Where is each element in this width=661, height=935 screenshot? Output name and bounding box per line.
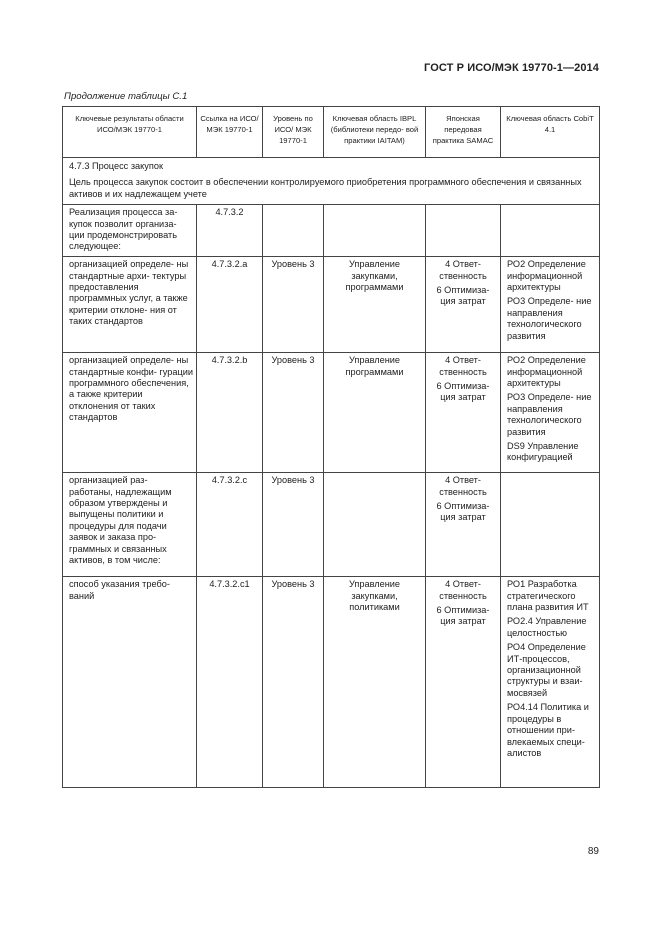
cobit-cell: [501, 577, 600, 788]
table-row: [63, 473, 600, 577]
result-cell: способ указания требо- ваний: [63, 577, 197, 788]
section-title: 4.7.3 Процесс закупок: [69, 161, 163, 171]
cobit-cell: [501, 473, 600, 577]
table-continuation-caption: Продолжение таблицы С.1: [64, 91, 188, 102]
samac-cell: [426, 205, 501, 257]
reference-cell: 4.7.3.2.b: [197, 353, 263, 473]
samac-item: 4 Ответ- ственность: [439, 259, 487, 281]
table-header-row: [63, 107, 600, 158]
cobit-item: РО4.14 Политика и процедуры в отношении при- влекаемых специ- алистов: [507, 702, 589, 758]
level-cell: Уровень 3: [263, 577, 324, 788]
samac-cell: [426, 473, 501, 577]
reference-cell: 4.7.3.2.c: [197, 473, 263, 577]
table-row: [63, 577, 600, 788]
page-number: 89: [587, 846, 599, 857]
samac-cell: [426, 353, 501, 473]
ibpl-cell: Управление закупками, программами: [324, 257, 426, 353]
col-header-level: Уровень по ИСО/ МЭК 19770-1: [263, 107, 324, 158]
samac-item: 6 Оптимиза- ция затрат: [436, 605, 490, 627]
cobit-cell: [501, 353, 600, 473]
col-header-results: Ключевые результаты области ИСО/МЭК 19770-1: [63, 107, 197, 158]
samac-item: 4 Ответ- ственность: [439, 475, 487, 497]
cobit-item: РО2 Определение информационной архитектуры: [507, 259, 586, 293]
cobit-item: РО3 Определе- ние направления технологического развития: [507, 296, 592, 341]
result-cell: организацией определе- ны стандартные конфи- гурации программного обеспечения, а также критерии отклонения от таких стандартов: [63, 353, 197, 473]
ibpl-cell: [324, 473, 426, 577]
section-row: [63, 158, 600, 205]
reference-cell: 4.7.3.2.a: [197, 257, 263, 353]
result-cell: организацией определе- ны стандартные архи- тектуры предоставления программных услуг, а также критерии отклоне- ния от таких стандартов: [63, 257, 197, 353]
level-cell: Уровень 3: [263, 257, 324, 353]
cobit-cell: [501, 257, 600, 353]
document-header: ГОСТ Р ИСО/МЭК 19770-1—2014: [424, 62, 599, 74]
section-cell: [63, 158, 600, 205]
cobit-item: РО3 Определе- ние направления технологического развития: [507, 392, 592, 437]
table-row: [63, 205, 600, 257]
samac-item: 6 Оптимиза- ция затрат: [436, 285, 490, 307]
col-header-cobit: Ключевая область CobiT 4.1: [501, 107, 600, 158]
samac-item: 4 Ответ- ственность: [439, 355, 487, 377]
col-header-ibpl: Ключевая область IBPL (библиотеки передо- вой практики IAITAM): [324, 107, 426, 158]
ibpl-cell: Управление закупками, политиками: [324, 577, 426, 788]
cobit-item: РО1 Разработка стратегического плана развития ИТ: [507, 579, 589, 613]
level-cell: [263, 205, 324, 257]
cobit-item: РО2 Определение информационной архитектуры: [507, 355, 586, 389]
ibpl-cell: Управление программами: [324, 353, 426, 473]
level-cell: Уровень 3: [263, 473, 324, 577]
cobit-item: РО4 Определение ИТ-процессов, организационной структуры и взаи- мосвязей: [507, 642, 586, 698]
table-row: [63, 257, 600, 353]
level-cell: Уровень 3: [263, 353, 324, 473]
samac-item: 6 Оптимиза- ция затрат: [436, 501, 490, 523]
reference-cell: 4.7.3.2.c1: [197, 577, 263, 788]
samac-cell: [426, 257, 501, 353]
table-row: [63, 353, 600, 473]
col-header-samac: Японская передовая практика SAMAC: [426, 107, 501, 158]
col-header-reference: Ссылка на ИСО/ МЭК 19770-1: [197, 107, 263, 158]
section-text: Цель процесса закупок состоит в обеспечении контролируемого приобретения программного обеспечения и связанных активов и их надлежащем учете: [69, 177, 582, 199]
result-cell: организацией раз- работаны, надлежащим образом утверждены и выпущены политики и процедуры для подачи заявок и заказа про- граммных и связанных активов, в том числе:: [63, 473, 197, 577]
cobit-item: DS9 Управление конфигурацией: [507, 441, 579, 463]
ibpl-cell: [324, 205, 426, 257]
standards-mapping-table: [62, 106, 600, 788]
samac-item: 4 Ответ- ственность: [439, 579, 487, 601]
cobit-cell: [501, 205, 600, 257]
result-cell: Реализация процесса за- купок позволит организа- ции продемонстрировать следующее:: [63, 205, 197, 257]
samac-item: 6 Оптимиза- ция затрат: [436, 381, 490, 403]
reference-cell: 4.7.3.2: [197, 205, 263, 257]
cobit-item: РО2.4 Управление целостностью: [507, 616, 587, 638]
samac-cell: [426, 577, 501, 788]
